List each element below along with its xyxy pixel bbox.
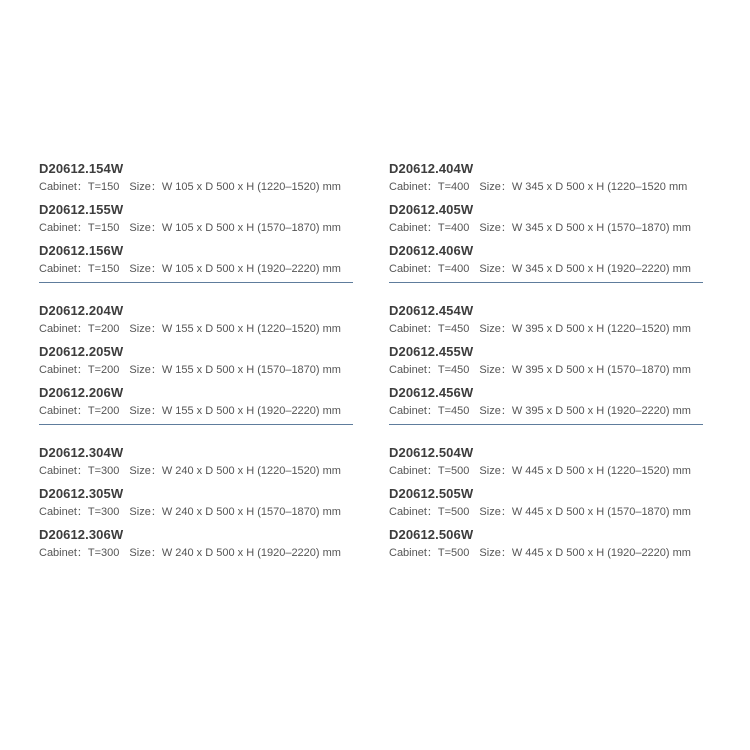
size-dimensions: Size：W 345 x D 500 x H (1920–2220) mm bbox=[479, 263, 691, 275]
group-divider bbox=[389, 282, 703, 283]
cabinet-thickness: Cabinet：T=150 bbox=[39, 181, 120, 193]
spec-line bbox=[39, 545, 355, 563]
group-divider bbox=[389, 424, 703, 425]
spec-line bbox=[39, 504, 355, 522]
group-divider bbox=[39, 424, 353, 425]
spec-line bbox=[39, 261, 355, 279]
spec-entry bbox=[39, 525, 355, 566]
spec-line bbox=[389, 220, 705, 238]
spec-group bbox=[39, 301, 355, 424]
spec-line bbox=[389, 321, 705, 339]
spec-entry bbox=[39, 484, 355, 525]
cabinet-thickness: Cabinet：T=450 bbox=[389, 323, 470, 335]
spec-group bbox=[39, 159, 355, 282]
cabinet-thickness: Cabinet：T=500 bbox=[389, 506, 470, 518]
cabinet-thickness: Cabinet：T=450 bbox=[389, 405, 470, 417]
size-dimensions: Size：W 155 x D 500 x H (1570–1870) mm bbox=[129, 364, 341, 376]
cabinet-thickness: Cabinet：T=500 bbox=[389, 465, 470, 477]
model-code: D20612.306W bbox=[39, 527, 124, 542]
model-code: D20612.305W bbox=[39, 486, 124, 501]
spec-line bbox=[39, 220, 355, 238]
cabinet-thickness: Cabinet：T=150 bbox=[39, 222, 120, 234]
spec-line bbox=[389, 261, 705, 279]
model-code: D20612.456W bbox=[389, 385, 474, 400]
model-code: D20612.154W bbox=[39, 161, 124, 176]
spec-line bbox=[389, 504, 705, 522]
spec-line bbox=[39, 362, 355, 380]
spec-line bbox=[389, 545, 705, 563]
size-dimensions: Size：W 445 x D 500 x H (1920–2220) mm bbox=[479, 547, 691, 559]
size-dimensions: Size：W 445 x D 500 x H (1570–1870) mm bbox=[479, 506, 691, 518]
size-dimensions: Size：W 240 x D 500 x H (1570–1870) mm bbox=[129, 506, 341, 518]
spec-line bbox=[389, 179, 705, 197]
size-dimensions: Size：W 105 x D 500 x H (1220–1520) mm bbox=[129, 181, 341, 193]
spec-entry bbox=[389, 301, 705, 342]
spec-entry bbox=[39, 241, 355, 282]
size-dimensions: Size：W 155 x D 500 x H (1220–1520) mm bbox=[129, 323, 341, 335]
cabinet-thickness: Cabinet：T=400 bbox=[389, 263, 470, 275]
spec-line bbox=[39, 179, 355, 197]
cabinet-thickness: Cabinet：T=500 bbox=[389, 547, 470, 559]
spec-entry bbox=[389, 443, 705, 484]
spec-entry bbox=[389, 342, 705, 383]
model-code: D20612.505W bbox=[389, 486, 474, 501]
cabinet-thickness: Cabinet：T=200 bbox=[39, 364, 120, 376]
size-dimensions: Size：W 445 x D 500 x H (1220–1520) mm bbox=[479, 465, 691, 477]
size-dimensions: Size：W 395 x D 500 x H (1570–1870) mm bbox=[479, 364, 691, 376]
cabinet-thickness: Cabinet：T=300 bbox=[39, 547, 120, 559]
spec-line bbox=[389, 463, 705, 481]
spec-entry bbox=[39, 383, 355, 424]
spec-entry bbox=[389, 241, 705, 282]
spec-entry bbox=[39, 200, 355, 241]
spec-entry bbox=[389, 383, 705, 424]
cabinet-thickness: Cabinet：T=300 bbox=[39, 506, 120, 518]
cabinet-thickness: Cabinet：T=450 bbox=[389, 364, 470, 376]
spec-entry bbox=[389, 159, 705, 200]
spec-entry bbox=[389, 525, 705, 566]
model-code: D20612.156W bbox=[39, 243, 124, 258]
model-code: D20612.205W bbox=[39, 344, 124, 359]
size-dimensions: Size：W 395 x D 500 x H (1920–2220) mm bbox=[479, 405, 691, 417]
spec-line bbox=[389, 403, 705, 421]
spec-line bbox=[39, 321, 355, 339]
model-code: D20612.155W bbox=[39, 202, 124, 217]
left-column bbox=[39, 159, 355, 566]
right-column bbox=[389, 159, 705, 566]
spec-entry bbox=[389, 484, 705, 525]
spec-group bbox=[389, 443, 705, 566]
spec-entry bbox=[39, 159, 355, 200]
model-code: D20612.504W bbox=[389, 445, 474, 460]
spec-group bbox=[389, 301, 705, 424]
spec-entry bbox=[389, 200, 705, 241]
spec-line bbox=[39, 463, 355, 481]
size-dimensions: Size：W 105 x D 500 x H (1570–1870) mm bbox=[129, 222, 341, 234]
size-dimensions: Size：W 240 x D 500 x H (1220–1520) mm bbox=[129, 465, 341, 477]
cabinet-thickness: Cabinet：T=300 bbox=[39, 465, 120, 477]
size-dimensions: Size：W 155 x D 500 x H (1920–2220) mm bbox=[129, 405, 341, 417]
model-code: D20612.204W bbox=[39, 303, 124, 318]
spec-group bbox=[39, 443, 355, 566]
spec-entry bbox=[39, 301, 355, 342]
cabinet-thickness: Cabinet：T=400 bbox=[389, 181, 470, 193]
model-code: D20612.404W bbox=[389, 161, 474, 176]
model-code: D20612.406W bbox=[389, 243, 474, 258]
model-code: D20612.304W bbox=[39, 445, 124, 460]
spec-entry bbox=[39, 342, 355, 383]
cabinet-thickness: Cabinet：T=200 bbox=[39, 405, 120, 417]
spec-line bbox=[39, 403, 355, 421]
size-dimensions: Size：W 240 x D 500 x H (1920–2220) mm bbox=[129, 547, 341, 559]
cabinet-thickness: Cabinet：T=400 bbox=[389, 222, 470, 234]
group-divider bbox=[39, 282, 353, 283]
model-code: D20612.405W bbox=[389, 202, 474, 217]
spec-group bbox=[389, 159, 705, 282]
model-code: D20612.454W bbox=[389, 303, 474, 318]
spec-entry bbox=[39, 443, 355, 484]
cabinet-thickness: Cabinet：T=150 bbox=[39, 263, 120, 275]
model-code: D20612.206W bbox=[39, 385, 124, 400]
model-code: D20612.455W bbox=[389, 344, 474, 359]
size-dimensions: Size：W 345 x D 500 x H (1570–1870) mm bbox=[479, 222, 691, 234]
cabinet-thickness: Cabinet：T=200 bbox=[39, 323, 120, 335]
size-dimensions: Size：W 395 x D 500 x H (1220–1520) mm bbox=[479, 323, 691, 335]
size-dimensions: Size：W 105 x D 500 x H (1920–2220) mm bbox=[129, 263, 341, 275]
spec-line bbox=[389, 362, 705, 380]
size-dimensions: Size：W 345 x D 500 x H (1220–1520 mm bbox=[479, 181, 688, 193]
model-code: D20612.506W bbox=[389, 527, 474, 542]
